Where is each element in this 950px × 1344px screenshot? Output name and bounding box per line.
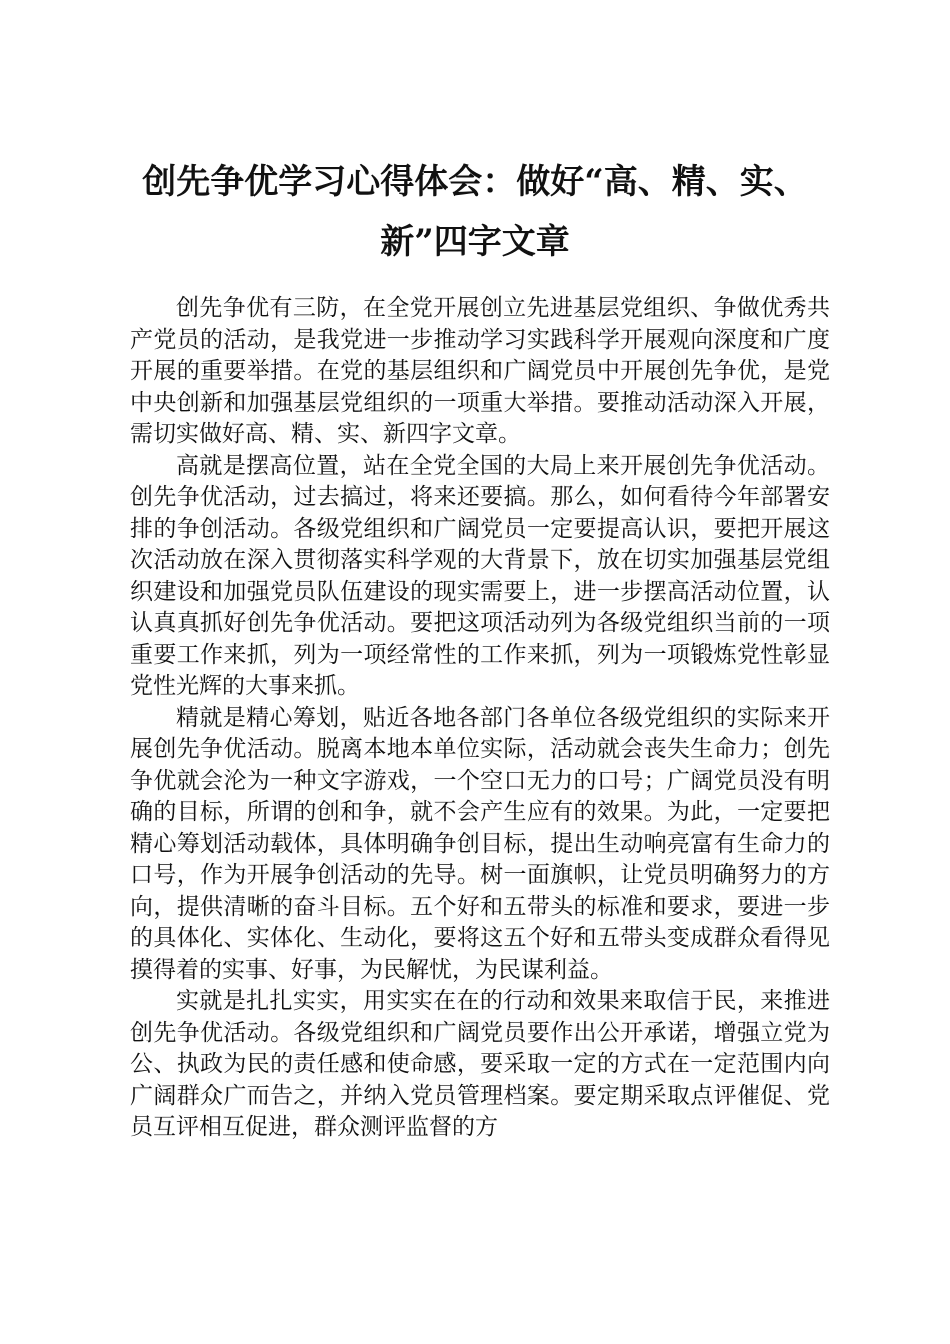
paragraph-shi: 实就是扎扎实实，用实实在在的行动和效果来取信于民，来推进创先争优活动。各级党组织和广阔党员要作出公开承诺，增强立党为公、执政为民的责任感和使命感，要采取一定的方式在一定范围内向广阔群众广而告之，并纳入党员管理档案。要定期采取点评催促、党员互评相互促进，群众测评监督的方 <box>130 988 830 1140</box>
document-title-line-1: 创先争优学习心得体会：做好“高、精、实、 <box>142 162 808 202</box>
paragraph-jing: 精就是精心筹划，贴近各地各部门各单位各级党组织的实际来开展创先争优活动。脱离本地本单位实际，活动就会丧失生命力；创先争优就会沦为一种文字游戏，一个空口无力的口号；广阔党员没有明确的目标，所谓的创和争，就不会产生应有的效果。为此，一定要把精心筹划活动载体，具体明确争创目标，提出生动响亮富有生命力的口号，作为开展争创活动的先导。树一面旗帜，让党员明确努力的方向，提供清晰的奋斗目标。五个好和五带头的标准和要求，要进一步的具体化、实体化、生动化，要将这五个好和五带头变成群众看得见摸得着的实事、好事，为民解忧，为民谋利益。 <box>130 704 830 983</box>
document-body <box>130 293 830 1144</box>
paragraph-intro: 创先争优有三防，在全党开展创立先进基层党组织、争做优秀共产党员的活动，是我党进一步推动学习实践科学开展观向深度和广度开展的重要举措。在党的基层组织和广阔党员中开展创先争优，是党中央创新和加强基层党组织的一项重大举措。要推动活动深入开展，需切实做好高、精、实、新四字文章。 <box>130 295 830 447</box>
document-title-line-2: 新”四字文章 <box>380 222 570 262</box>
paragraph-gao: 高就是摆高位置，站在全党全国的大局上来开展创先争优活动。创先争优活动，过去搞过，将来还要搞。那么，如何看待今年部署安排的争创活动。各级党组织和广阔党员一定要提高认识，要把开展这次活动放在深入贯彻落实科学观的大背景下，放在切实加强基层党组织建设和加强党员队伍建设的现实需要上，进一步摆高活动位置，认认真真抓好创先争优活动。要把这项活动列为各级党组织当前的一项重要工作来抓，列为一项经常性的工作来抓，列为一项锻炼党性彰显党性光辉的大事来抓。 <box>130 452 830 699</box>
